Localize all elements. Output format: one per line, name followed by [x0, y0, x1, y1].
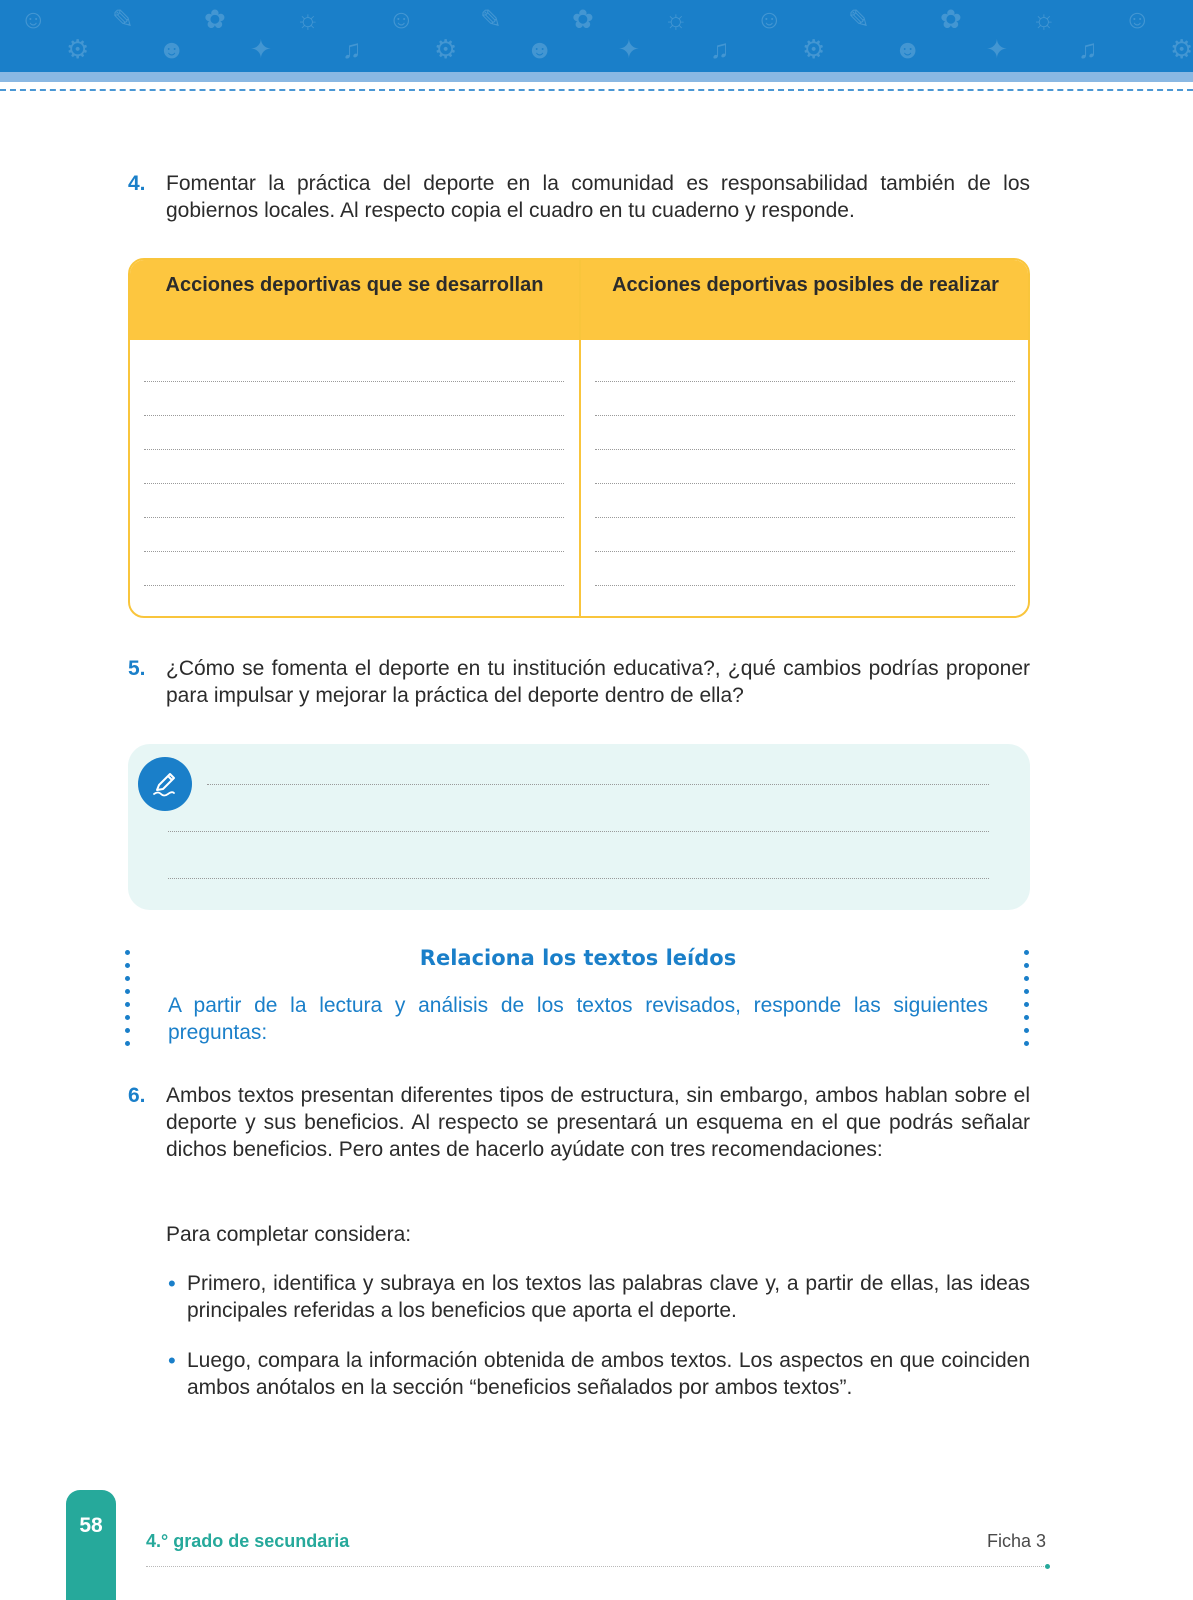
answer-table: [128, 258, 1030, 618]
answer-line[interactable]: [168, 878, 989, 879]
table-writing-line[interactable]: [595, 517, 1015, 518]
header-doodle-icon: ⚙: [66, 34, 90, 64]
consider-heading: Para completar considera:: [166, 1223, 412, 1246]
list-item-text: Primero, identifica y subraya en los textos las palabras clave y, a partir de ellas, las ideas principales referidas a los beneficios que aporta el deporte.: [187, 1272, 1030, 1322]
table-column-divider: [579, 260, 581, 616]
header-doodle-icon: ☺: [1124, 4, 1151, 34]
answer-box: [128, 744, 1030, 910]
question-number: 5.: [128, 657, 146, 680]
header-doodle-icon: ☼: [296, 4, 320, 34]
header-doodle-icon: ⚙: [434, 34, 458, 64]
header-doodle-icon: ♫: [342, 34, 362, 64]
table-writing-line[interactable]: [144, 381, 564, 382]
ficha-label: Ficha 3: [986, 1531, 1046, 1551]
header-doodle-icon: ♫: [1078, 34, 1098, 64]
table-writing-line[interactable]: [595, 483, 1015, 484]
table-writing-line[interactable]: [595, 585, 1015, 586]
question-6: [128, 1082, 1030, 1163]
header-doodle-icon: ♫: [710, 34, 730, 64]
list-item-text: Luego, compara la información obtenida de ambos textos. Los aspectos en que coinciden ambos anótalos en la sección “beneficios señalados por ambos textos”.: [187, 1349, 1030, 1399]
header-band: [0, 0, 1193, 72]
table-header-col1: Acciones deportivas que se desarrollan: [165, 274, 544, 296]
header-doodle-icon: ✿: [572, 4, 594, 34]
answer-line[interactable]: [168, 831, 989, 832]
section-instructions: A partir de la lectura y análisis de los textos revisados, responde las siguientes preguntas:: [168, 994, 988, 1044]
header-stripe: [0, 72, 1193, 82]
question-4: [128, 170, 1030, 224]
header-doodle-icon: ✿: [940, 4, 962, 34]
table-writing-line[interactable]: [595, 415, 1015, 416]
grade-label: 4.° grado de secundaria: [146, 1531, 350, 1551]
header-doodle-icon: ✎: [112, 4, 134, 34]
header-doodle-icon: ☼: [664, 4, 688, 34]
dotted-bracket-left: [125, 950, 131, 1054]
header-doodle-icon: ⚙: [802, 34, 826, 64]
table-writing-line[interactable]: [144, 585, 564, 586]
header-doodle-icon: ☻: [894, 34, 922, 64]
table-writing-line[interactable]: [144, 483, 564, 484]
header-doodle-icon: ☺: [20, 4, 47, 34]
table-writing-line[interactable]: [595, 381, 1015, 382]
header-doodle-icon: ⚙: [1170, 34, 1193, 64]
header-doodle-icon: ☺: [388, 4, 415, 34]
footer-divider: [146, 1566, 1046, 1567]
table-writing-line[interactable]: [595, 551, 1015, 552]
header-doodle-icon: ✦: [986, 34, 1008, 64]
question-number: 6.: [128, 1084, 146, 1107]
header-doodle-icon: ✎: [848, 4, 870, 34]
header-doodle-icon: ☻: [158, 34, 186, 64]
header-doodle-icon: ✦: [618, 34, 640, 64]
question-text: ¿Cómo se fomenta el deporte en tu institución educativa?, ¿qué cambios podrías proponer para impulsar y mejorar la práctica del deporte dentro de ella?: [166, 657, 1030, 707]
table-header-col2: Acciones deportivas posibles de realizar: [612, 274, 999, 296]
header-doodle-icon: ✿: [204, 4, 226, 34]
bullet-icon: •: [168, 1271, 176, 1296]
table-writing-line[interactable]: [144, 449, 564, 450]
table-writing-line[interactable]: [144, 517, 564, 518]
answer-line[interactable]: [207, 784, 989, 785]
list-item: [166, 1270, 1030, 1324]
header-doodle-icon: ☺: [756, 4, 783, 34]
table-writing-line[interactable]: [144, 415, 564, 416]
table-writing-line[interactable]: [595, 449, 1015, 450]
question-text: Fomentar la práctica del deporte en la comunidad es responsabilidad también de los gobiernos locales. Al respecto copia el cuadro en tu cuaderno y responde.: [166, 172, 1030, 222]
dotted-bracket-right: [1024, 950, 1030, 1054]
question-number: 4.: [128, 172, 146, 195]
page-number: 58: [79, 1514, 103, 1537]
footer-dot: [1045, 1564, 1050, 1569]
question-text: Ambos textos presentan diferentes tipos de estructura, sin embargo, ambos hablan sobre el deporte y sus beneficios. Al respecto se presentará un esquema en el que podrás señalar dichos beneficios. Pero antes de hacerlo ayúdate con tres recomendaciones:: [166, 1084, 1030, 1161]
header-doodle-icon: ✎: [480, 4, 502, 34]
page-number-tab: [66, 1490, 116, 1600]
header-doodle-icon: ☻: [526, 34, 554, 64]
header-doodle-icon: ☼: [1032, 4, 1056, 34]
question-5: [128, 655, 1030, 709]
list-item: [166, 1347, 1030, 1401]
header-dashed-divider: [0, 89, 1193, 91]
pencil-icon: [138, 757, 192, 811]
table-writing-line[interactable]: [144, 551, 564, 552]
section-title: Relaciona los textos leídos: [419, 946, 737, 970]
header-doodle-icon: ✦: [250, 34, 272, 64]
bullet-icon: •: [168, 1348, 176, 1373]
